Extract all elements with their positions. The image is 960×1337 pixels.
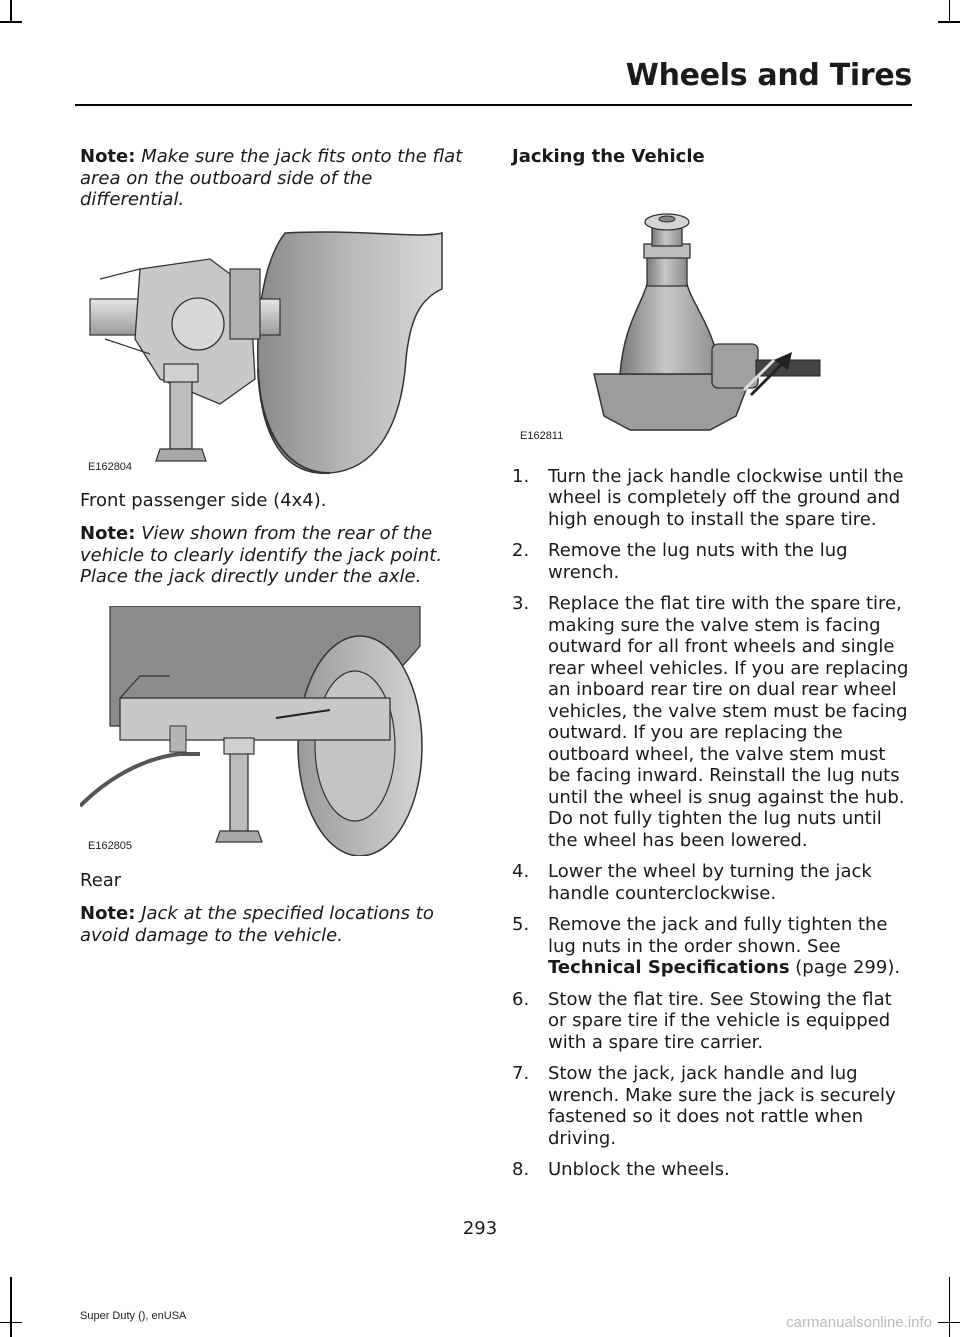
note-label: Note: bbox=[80, 523, 136, 544]
list-item bbox=[512, 1063, 912, 1149]
note-differential bbox=[80, 146, 476, 211]
rear-jack-illustration bbox=[80, 606, 448, 856]
list-item bbox=[512, 989, 912, 1054]
figure-jack bbox=[512, 194, 822, 446]
crop-mark bbox=[0, 21, 22, 23]
cross-reference-link[interactable]: Technical Specifications bbox=[548, 957, 790, 978]
step-text: (page 299). bbox=[789, 957, 901, 978]
step-text: Remove the jack and fully tighten the lug nuts in the order shown. See bbox=[548, 914, 888, 957]
caption-rear: Rear bbox=[80, 869, 122, 891]
step-number: 5. bbox=[512, 914, 530, 935]
crop-mark bbox=[949, 0, 951, 22]
list-item bbox=[512, 593, 912, 851]
note-text: Make sure the jack fits onto the flat area on the outboard side of the differential. bbox=[80, 146, 463, 210]
figure-front-jack bbox=[80, 229, 448, 477]
note-label: Note: bbox=[80, 903, 136, 924]
step-number: 6. bbox=[512, 988, 530, 1010]
crop-mark bbox=[938, 21, 960, 23]
front-jack-illustration bbox=[80, 229, 448, 477]
step-number: 8. bbox=[512, 1159, 530, 1180]
figure-code: E162805 bbox=[88, 839, 133, 852]
step-text: Remove the lug nuts with the lug wrench. bbox=[548, 540, 848, 583]
section-heading: Jacking the Vehicle bbox=[512, 146, 705, 167]
step-text: Turn the jack handle clockwise until the wheel is completely off the ground and high enough to install the spare tire. bbox=[548, 465, 904, 530]
note-label: Note: bbox=[80, 146, 136, 167]
crop-mark bbox=[938, 1322, 960, 1324]
list-item bbox=[512, 914, 912, 979]
watermark: carmanualsonline.info bbox=[786, 1314, 932, 1331]
list-item bbox=[512, 466, 912, 531]
note-text: View shown from the rear of the vehicle to clearly identify the jack point. Place the jack directly under the axle. bbox=[80, 523, 443, 587]
step-text: Lower the wheel by turning the jack handle counterclockwise. bbox=[548, 861, 872, 904]
note-jack-locations bbox=[80, 903, 476, 946]
edition-footer: Super Duty (), enUSA bbox=[80, 1310, 187, 1322]
crop-mark bbox=[0, 1322, 22, 1324]
note-text: Jack at the specified locations to avoid damage to the vehicle. bbox=[80, 903, 434, 946]
note-rear-view bbox=[80, 523, 476, 588]
step-number: 2. bbox=[512, 540, 530, 561]
figure-code: E162804 bbox=[88, 460, 133, 473]
step-number: 4. bbox=[512, 861, 530, 882]
jack-illustration bbox=[512, 194, 822, 446]
list-item bbox=[512, 1159, 912, 1181]
page-title: Wheels and Tires bbox=[625, 58, 912, 93]
header-divider bbox=[75, 104, 912, 106]
list-item bbox=[512, 540, 912, 583]
crop-mark bbox=[949, 1277, 951, 1337]
step-text: Replace the flat tire with the spare tire, making sure the valve stem is facing outward for all front wheels and single rear wheel vehicles. If you are replacing an inboard rear tire on dual rear wheel vehicles, the valve stem must be facing outward. If you are replacing the outboard wheel, the valve stem must be facing inward. Reinstall the lug nuts until the wheel is snug against the hub. Do not fully tighten the lug nuts until the wheel has been lowered. bbox=[548, 593, 909, 851]
figure-code: E162811 bbox=[520, 429, 564, 442]
caption-front: Front passenger side (4x4). bbox=[80, 489, 327, 511]
step-text: Stow the jack, jack handle and lug wrench. Make sure the jack is securely fastened so it does not rattle when driving. bbox=[548, 1063, 896, 1149]
step-number: 7. bbox=[512, 1063, 530, 1084]
step-number: 3. bbox=[512, 593, 530, 614]
figure-rear-jack bbox=[80, 606, 448, 856]
crop-mark bbox=[10, 1277, 12, 1337]
page-number: 293 bbox=[462, 1218, 498, 1239]
step-number: 1. bbox=[512, 465, 530, 487]
step-text: Unblock the wheels. bbox=[548, 1159, 730, 1180]
right-column bbox=[512, 146, 912, 1191]
left-column bbox=[80, 146, 476, 946]
crop-mark bbox=[10, 0, 12, 22]
step-text: Stow the flat tire. See Stowing the flat or spare tire if the vehicle is equipped with a spare tire carrier. bbox=[548, 988, 892, 1053]
list-item bbox=[512, 861, 912, 904]
jacking-steps bbox=[512, 466, 912, 1181]
